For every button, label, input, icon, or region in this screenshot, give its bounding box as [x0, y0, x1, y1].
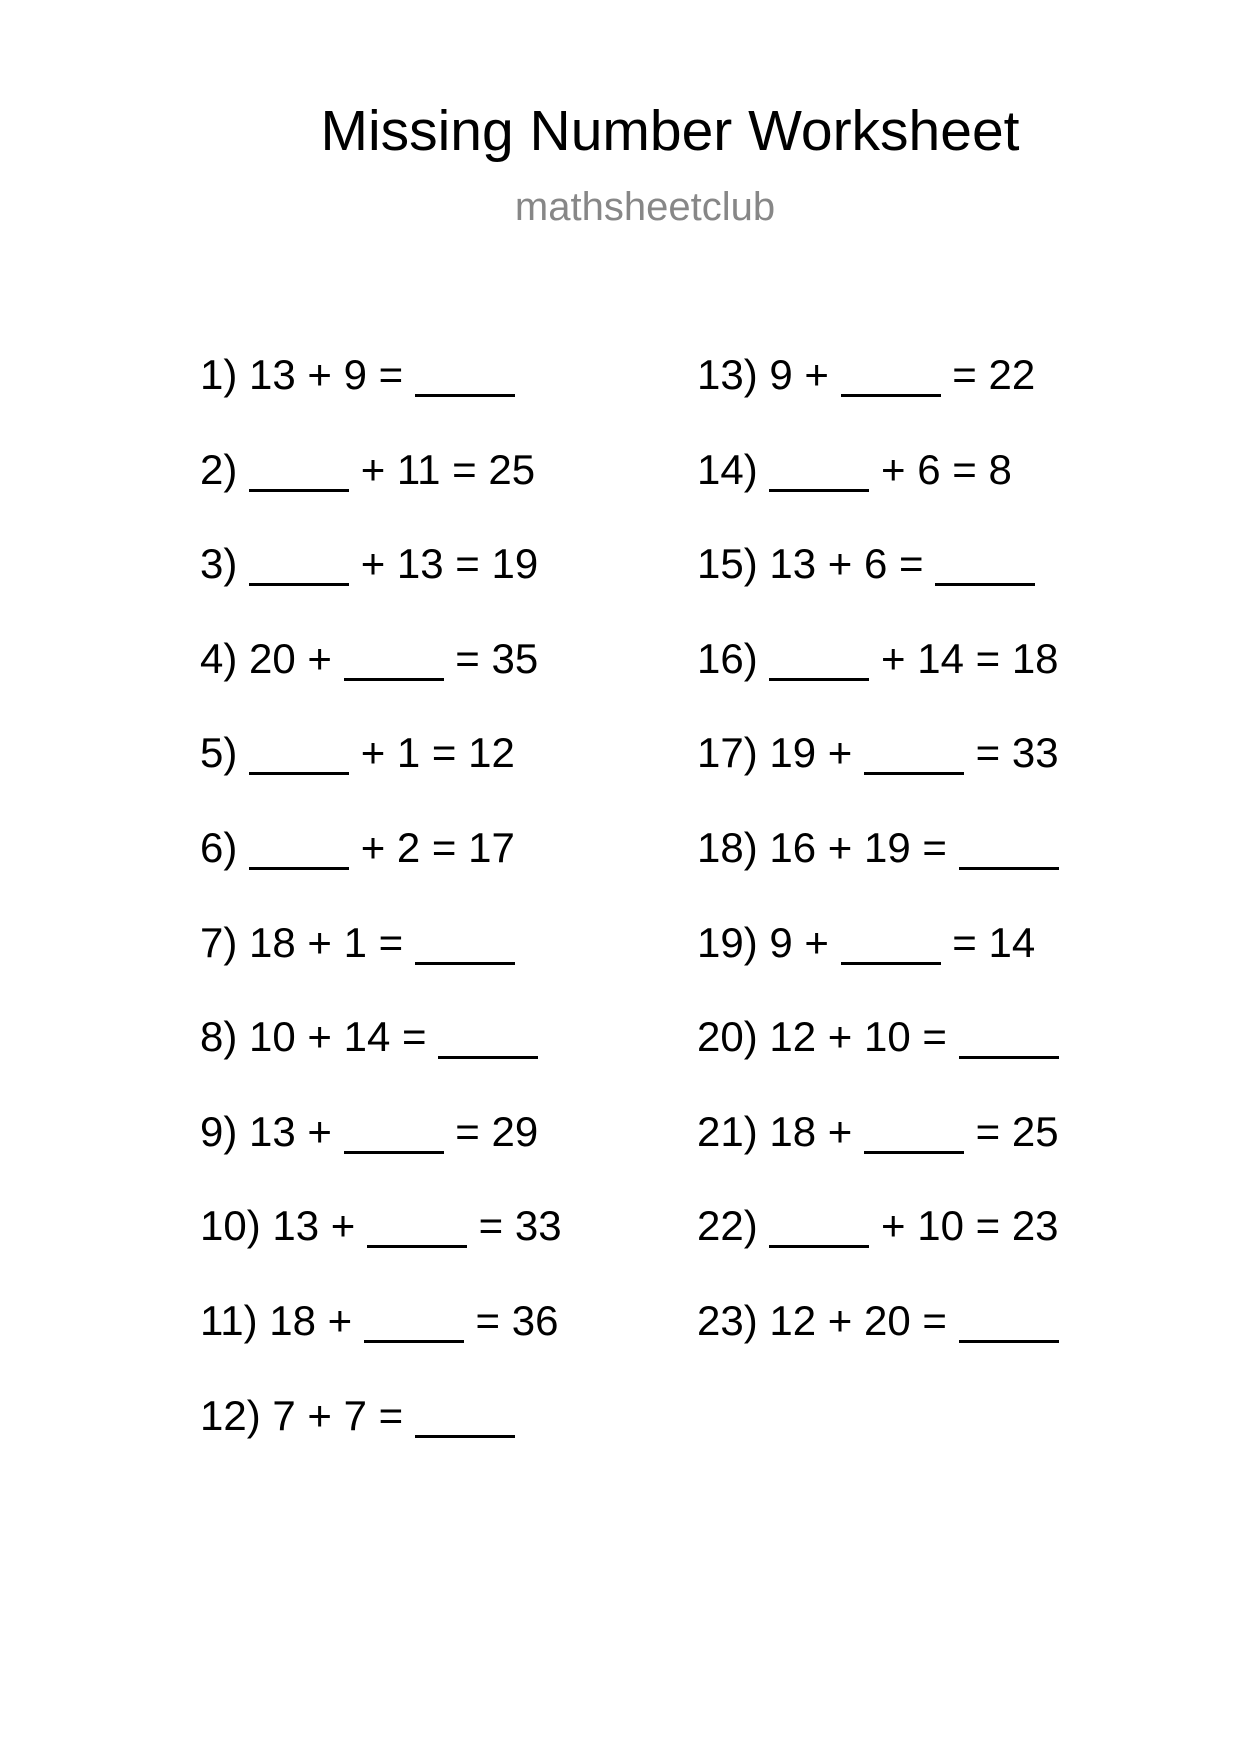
answer-blank[interactable] — [344, 634, 444, 681]
problem-number: 10) — [200, 1202, 261, 1250]
problem-expression-after: = 33 — [466, 1202, 562, 1250]
problem-19 — [697, 913, 1059, 1008]
problem-expression-after: + 1 = 12 — [349, 729, 515, 777]
answer-blank[interactable] — [769, 1201, 869, 1248]
answer-blank[interactable] — [769, 634, 869, 681]
problem-number: 18) — [697, 823, 758, 871]
problem-number: 7) — [200, 918, 238, 966]
answer-blank[interactable] — [344, 1107, 444, 1154]
problem-expression-before: 20 + — [249, 634, 344, 682]
problem-expression-before: 18 + — [769, 1107, 864, 1155]
problem-expression-before: 9 + — [769, 351, 841, 398]
answer-blank[interactable] — [415, 918, 515, 965]
problem-10 — [200, 1196, 562, 1291]
problem-23 — [697, 1291, 1059, 1386]
problem-expression-after: = 29 — [443, 1107, 539, 1155]
answer-blank[interactable] — [959, 1296, 1059, 1343]
problem-expression-after: = 33 — [963, 729, 1059, 777]
problem-expression-after: + 11 = 25 — [349, 445, 536, 493]
problem-number: 2) — [200, 445, 238, 493]
problem-9 — [200, 1102, 562, 1197]
problem-expression-before: 10 + 14 = — [249, 1013, 439, 1061]
problem-number: 17) — [697, 729, 758, 777]
problem-expression-before: 13 + 9 = — [249, 351, 415, 398]
problem-number: 13) — [697, 351, 758, 398]
problem-expression-after: = 25 — [963, 1107, 1059, 1155]
problem-expression-after: = 14 — [940, 918, 1036, 966]
problem-11 — [200, 1291, 562, 1386]
problem-expression-after: = 22 — [940, 351, 1036, 398]
problem-13 — [697, 345, 1059, 440]
problem-21 — [697, 1102, 1059, 1197]
problem-expression-before: 13 + 6 = — [769, 540, 936, 588]
answer-blank[interactable] — [367, 1201, 467, 1248]
problem-expression-before: 7 + 7 = — [272, 1391, 415, 1439]
problem-expression-before: 13 + — [272, 1202, 367, 1250]
problem-expression-before: 12 + 20 = — [769, 1296, 959, 1344]
problem-3 — [200, 534, 562, 629]
problem-number: 1) — [200, 351, 238, 398]
problem-expression-before: 18 + — [269, 1296, 364, 1344]
answer-blank[interactable] — [841, 918, 941, 965]
problem-expression-before: 16 + 19 = — [769, 823, 959, 871]
answer-blank[interactable] — [769, 445, 869, 492]
problems-right-column — [697, 345, 1059, 1386]
problem-expression-after: + 13 = 19 — [349, 540, 539, 588]
answer-blank[interactable] — [864, 1107, 964, 1154]
problem-number: 16) — [697, 634, 758, 682]
problem-14 — [697, 440, 1059, 535]
problem-number: 3) — [200, 540, 238, 588]
answer-blank[interactable] — [249, 539, 349, 586]
problem-number: 6) — [200, 823, 238, 871]
answer-blank[interactable] — [841, 350, 941, 397]
problem-number: 14) — [697, 445, 758, 493]
problem-number: 11) — [200, 1296, 258, 1344]
problem-number: 15) — [697, 540, 758, 588]
answer-blank[interactable] — [864, 728, 964, 775]
answer-blank[interactable] — [935, 539, 1035, 586]
problem-16 — [697, 629, 1059, 724]
problem-17 — [697, 723, 1059, 818]
problem-20 — [697, 1007, 1059, 1102]
problem-expression-after: + 14 = 18 — [869, 634, 1059, 682]
answer-blank[interactable] — [959, 823, 1059, 870]
problem-number: 9) — [200, 1107, 238, 1155]
problem-number: 23) — [697, 1296, 758, 1344]
answer-blank[interactable] — [415, 350, 515, 397]
problem-expression-after: = 35 — [443, 634, 539, 682]
problem-12 — [200, 1386, 562, 1481]
answer-blank[interactable] — [415, 1391, 515, 1438]
problem-expression-after: + 2 = 17 — [349, 823, 515, 871]
problem-expression-after: + 6 = 8 — [869, 445, 1012, 493]
worksheet-subtitle: mathsheetclub — [514, 185, 776, 229]
problem-2 — [200, 440, 562, 535]
answer-blank[interactable] — [364, 1296, 464, 1343]
problem-expression-before: 9 + — [769, 918, 841, 966]
worksheet-title: Missing Number Worksheet — [320, 99, 1020, 163]
problem-number: 19) — [697, 918, 758, 966]
answer-blank[interactable] — [249, 728, 349, 775]
problem-expression-before: 18 + 1 = — [249, 918, 415, 966]
problem-expression-before: 13 + — [249, 1107, 344, 1155]
problem-number: 5) — [200, 729, 238, 777]
problem-number: 22) — [697, 1202, 758, 1250]
problem-18 — [697, 818, 1059, 913]
problems-left-column — [200, 345, 562, 1480]
problem-expression-after: + 10 = 23 — [869, 1202, 1059, 1250]
problem-5 — [200, 723, 562, 818]
answer-blank[interactable] — [959, 1012, 1059, 1059]
answer-blank[interactable] — [249, 445, 349, 492]
problem-22 — [697, 1196, 1059, 1291]
problem-number: 21) — [697, 1107, 758, 1155]
problem-number: 4) — [200, 634, 238, 682]
problem-number: 20) — [697, 1013, 758, 1061]
problem-15 — [697, 534, 1059, 629]
problem-number: 12) — [200, 1391, 261, 1439]
problem-1 — [200, 345, 562, 440]
problem-expression-before: 19 + — [769, 729, 864, 777]
answer-blank[interactable] — [438, 1012, 538, 1059]
problem-8 — [200, 1007, 562, 1102]
problem-expression-before: 12 + 10 = — [769, 1013, 959, 1061]
problem-6 — [200, 818, 562, 913]
problem-4 — [200, 629, 562, 724]
problem-number: 8) — [200, 1013, 238, 1061]
answer-blank[interactable] — [249, 823, 349, 870]
problem-7 — [200, 913, 562, 1008]
problem-expression-after: = 36 — [463, 1296, 559, 1344]
